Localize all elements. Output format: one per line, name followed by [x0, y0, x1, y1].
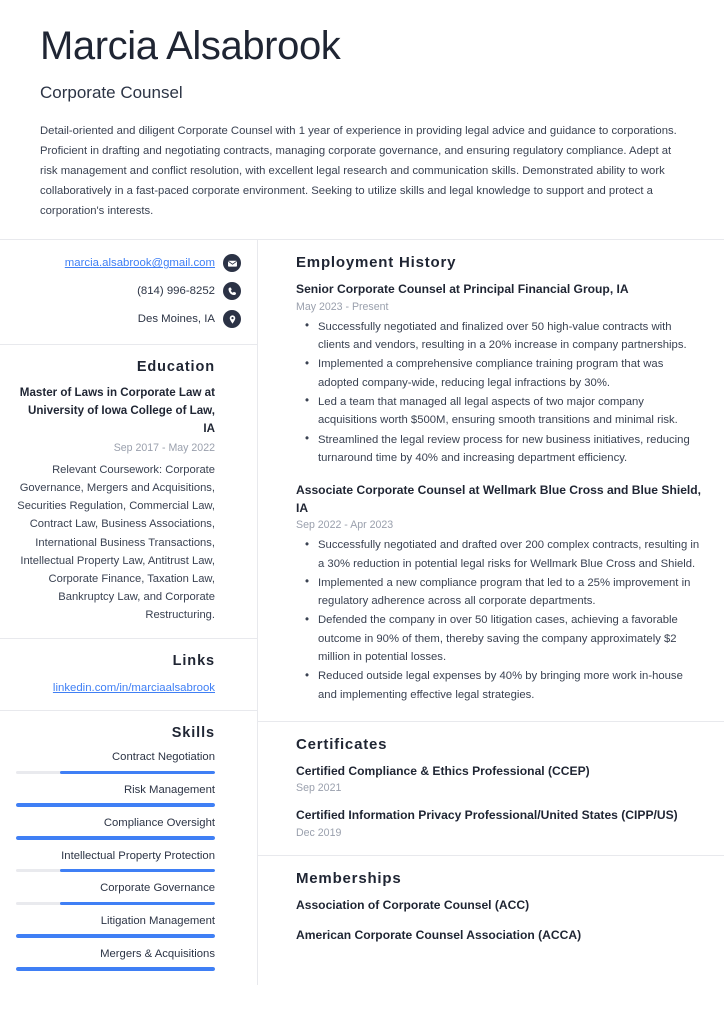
education-degree: Master of Laws in Corporate Law at University of Iowa College of Law, IA: [19, 386, 215, 436]
certificates-block: [258, 722, 724, 856]
certificates-heading: Certificates: [296, 735, 388, 753]
skill-item: [16, 750, 215, 774]
certificate-title: Certified Compliance & Ethics Professional (CCEP): [296, 763, 590, 778]
skill-item: [16, 914, 215, 938]
certificate-date: Dec 2019: [296, 826, 342, 839]
employment-entry: [296, 281, 702, 467]
employment-heading: Employment History: [296, 254, 457, 272]
job-title: Corporate Counsel: [40, 82, 183, 102]
employment-date: Sep 2022 - Apr 2023: [296, 519, 394, 532]
envelope-icon: [223, 254, 241, 272]
links-heading: Links: [172, 653, 215, 670]
phone-value: (814) 996-8252: [137, 285, 215, 298]
main-column: [258, 240, 724, 960]
employment-block: [258, 240, 724, 722]
resume-body: [0, 240, 724, 984]
memberships-block: [258, 856, 724, 960]
skill-bar-fill: [16, 836, 215, 840]
membership-title: Association of Corporate Counsel (ACC): [296, 897, 530, 912]
employment-title: Senior Corporate Counsel at Principal Financial Group, IA: [296, 282, 629, 297]
certificate-title: Certified Information Privacy Professional/United States (CIPP/US): [296, 808, 678, 823]
bullet-item: • Led a team that managed all legal aspects of two major company acquisitions worth $500M, ensuring smooth transitions and minimal risk.: [296, 393, 702, 430]
bullet-item: • Implemented a new compliance program that led to a 25% improvement in regulatory adherence across all corporate departments.: [296, 574, 702, 611]
links-block: [0, 639, 257, 711]
education-description: Relevant Coursework: Corporate Governance, Mergers and Acquisitions, Securities Regulation, Commercial Law, Contract Law, Business Associations, International Business Transactions, Intellectual Property Law, Antitrust Law, Corporate Finance, Taxation Law, Bankruptcy Law, and Corporate Restructuring.: [17, 464, 215, 622]
employment-date: May 2023 - Present: [296, 300, 389, 313]
membership-entry: [296, 897, 702, 915]
certificate-entry: [296, 763, 702, 795]
skill-label: Corporate Governance: [100, 882, 215, 895]
skill-bar: [16, 869, 215, 873]
skill-item: [16, 816, 215, 840]
bullet-item: • Successfully negotiated and drafted over 200 complex contracts, resulting in a 30% reduction in potential legal risks for Wellmark Blue Cross and Shield.: [296, 536, 702, 573]
skill-label: Litigation Management: [100, 915, 215, 928]
skill-bar: [16, 934, 215, 938]
professional-summary: Detail-oriented and diligent Corporate Counsel with 1 year of experience in providing legal advice and guidance to corporations. Proficient in drafting and negotiating contracts, managing corporate governance, and ensuring regulatory compliance. Adept at risk management and conflict resolution, with excellent legal research and communication skills. Demonstrated ability to work collaboratively in a fast-paced corporate environment. Seeking to utilize skills and legal knowledge to support and protect a corporation's interests.: [40, 124, 677, 218]
location-value: Des Moines, IA: [137, 313, 215, 326]
skill-bar-fill: [60, 869, 215, 873]
bullet-item: • Reduced outside legal expenses by 40% by bringing more work in-house and implementing effective legal strategies.: [296, 667, 702, 704]
certificate-date: Sep 2021: [296, 782, 342, 795]
employment-bullets: [296, 318, 702, 467]
skill-item: [16, 849, 215, 873]
skills-block: [0, 711, 257, 984]
link-linkedin[interactable]: linkedin.com/in/marciaalsabrook: [52, 682, 215, 695]
skill-bar: [16, 836, 215, 840]
skill-bar-fill: [16, 803, 215, 807]
education-block: [0, 345, 257, 639]
email-value[interactable]: marcia.alsabrook@gmail.com: [64, 257, 215, 270]
employment-bullets: [296, 536, 702, 704]
skill-label: Risk Management: [123, 784, 215, 797]
contact-phone-row[interactable]: [16, 282, 241, 300]
skill-bar: [16, 902, 215, 906]
certificate-entry: [296, 807, 702, 839]
skill-bar-fill: [60, 771, 215, 775]
skill-label: Intellectual Property Protection: [61, 849, 215, 862]
memberships-heading: Memberships: [296, 869, 402, 887]
skills-heading: Skills: [171, 725, 215, 742]
map-pin-icon: [223, 310, 241, 328]
membership-entry: [296, 927, 702, 945]
bullet-item: • Implemented a comprehensive compliance training program that was adopted company-wide, reducing legal infractions by 30%.: [296, 355, 702, 392]
education-heading: Education: [136, 359, 215, 376]
skill-bar-fill: [60, 902, 215, 906]
skill-label: Compliance Oversight: [103, 816, 215, 829]
skill-item: [16, 947, 215, 971]
education-date: Sep 2017 - May 2022: [113, 442, 215, 455]
skill-bar: [16, 803, 215, 807]
sidebar: [0, 240, 258, 984]
page-title: Marcia Alsabrook: [40, 24, 341, 68]
skill-item: [16, 881, 215, 905]
skill-bar-fill: [16, 967, 215, 971]
skill-bar: [16, 771, 215, 775]
phone-icon: [223, 282, 241, 300]
skill-item: [16, 783, 215, 807]
contact-location-row: [16, 310, 241, 328]
skill-bar: [16, 967, 215, 971]
bullet-item: • Defended the company in over 50 litigation cases, achieving a favorable outcome in 90% of them, thereby saving the company approximately $2 million in potential losses.: [296, 611, 702, 666]
education-entry: [16, 384, 215, 624]
employment-title: Associate Corporate Counsel at Wellmark Blue Cross and Blue Shield, IA: [296, 483, 702, 515]
skill-label: Contract Negotiation: [112, 751, 215, 764]
skill-bar-fill: [16, 934, 215, 938]
resume-header: [0, 0, 724, 240]
bullet-item: • Successfully negotiated and finalized over 50 high-value contracts with clients and vendors, resulting in a 20% increase in company partnerships.: [296, 318, 702, 355]
bullet-item: • Streamlined the legal review process for new business initiatives, reducing turnaround time by 40% and increasing department efficiency.: [296, 431, 702, 468]
contact-block: [0, 240, 257, 345]
employment-entry: [296, 482, 702, 704]
membership-title: American Corporate Counsel Association (ACCA): [296, 927, 582, 942]
contact-email-row[interactable]: [16, 254, 241, 272]
skill-label: Mergers & Acquisitions: [100, 947, 215, 960]
